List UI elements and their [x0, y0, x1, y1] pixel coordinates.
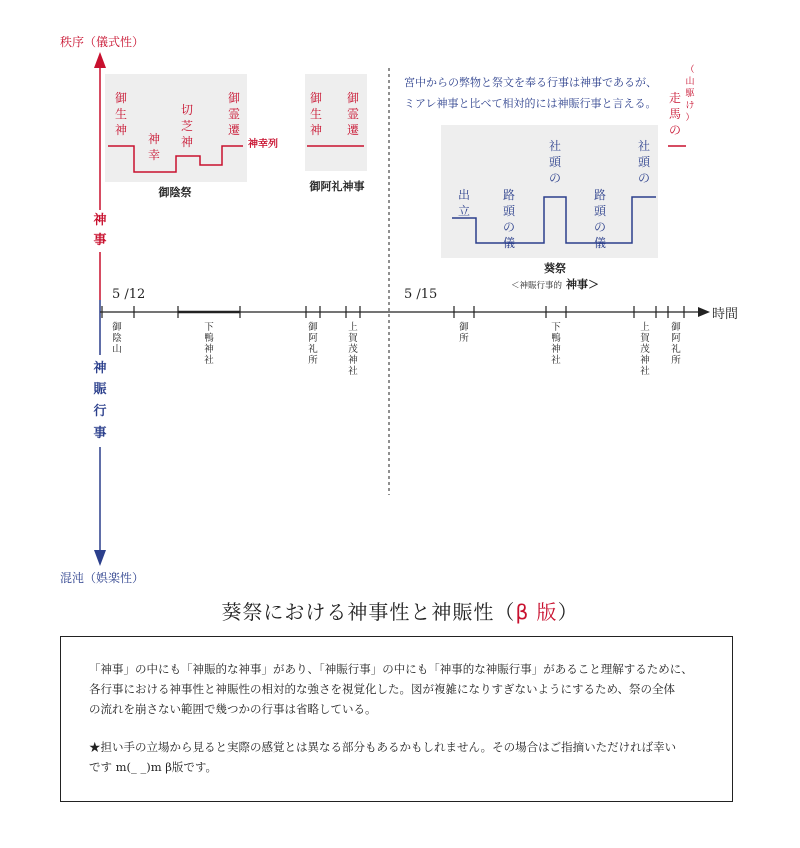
arrow-right-icon	[698, 307, 710, 317]
svg-text:鴨: 鴨	[204, 333, 214, 344]
svg-text:社: 社	[204, 355, 214, 366]
svg-text:の: の	[502, 220, 516, 234]
svg-text:下: 下	[551, 322, 561, 333]
miare-item-mitamautsushi	[347, 91, 359, 137]
svg-text:芝: 芝	[180, 119, 194, 133]
svg-text:所: 所	[671, 355, 681, 366]
svg-text:社: 社	[637, 139, 651, 153]
svg-text:茂: 茂	[640, 344, 650, 355]
lower-label-char: 神	[93, 361, 107, 376]
svg-text:儀: 儀	[593, 236, 607, 250]
svg-text:礼: 礼	[308, 344, 318, 355]
time-axis-label: 時間	[712, 307, 739, 322]
top-axis-label: 秩序（儀式性）	[60, 35, 145, 49]
lower-label-char: 事	[93, 426, 107, 441]
aoi-group-sublabel	[511, 277, 599, 291]
svg-text:神: 神	[640, 355, 650, 366]
svg-text:立: 立	[457, 204, 471, 218]
lower-axis-label	[90, 355, 110, 447]
svg-text:遷: 遷	[227, 123, 241, 137]
aoi-group-label: 葵祭	[544, 262, 566, 275]
svg-text:の: の	[548, 171, 562, 185]
svg-text:所: 所	[459, 333, 469, 344]
note-line: の流れを崩さない範囲で幾つかの行事は省略している。	[89, 702, 377, 716]
lower-label-char: 賑	[93, 382, 107, 397]
svg-text:生: 生	[309, 107, 323, 121]
svg-text:御: 御	[459, 322, 469, 333]
place-label	[204, 322, 214, 366]
miare-group-label: 御阿礼神事	[309, 180, 365, 193]
sobame-label	[669, 90, 681, 153]
place-labels	[112, 321, 681, 377]
bottom-axis-label: 混沌（娯楽性）	[60, 571, 145, 585]
place-label	[348, 321, 358, 377]
svg-text:上: 上	[348, 322, 358, 333]
title-beta: β 版	[515, 600, 558, 624]
goryo-item-shinkosai	[148, 131, 160, 178]
place-label	[551, 322, 561, 366]
svg-text:切: 切	[180, 103, 194, 117]
upper-axis-label	[90, 210, 110, 252]
svg-text:）: ）	[685, 113, 695, 123]
aoi-sublabel-main: 神事＞	[566, 278, 600, 291]
title-main: 葵祭における神事性と神賑性（	[221, 600, 516, 624]
svg-text:陰: 陰	[112, 333, 122, 344]
svg-text:の: の	[668, 123, 682, 137]
place-label	[112, 321, 122, 355]
note-line: ★担い手の立場から見ると実際の感覚とは異なる部分もあるかもしれません。その場合はご指摘いただければ幸い	[89, 740, 677, 754]
svg-text:御: 御	[114, 91, 128, 105]
svg-text:阿: 阿	[308, 333, 318, 344]
aoi-sublabel-small: ＜神賑行事的	[510, 281, 563, 291]
svg-text:神: 神	[114, 123, 128, 137]
svg-text:御: 御	[346, 91, 360, 105]
svg-text:御: 御	[308, 322, 318, 333]
svg-text:遷: 遷	[346, 123, 360, 137]
explanation-box	[60, 636, 733, 802]
note-line: 各行事における神事性と神賑性の相対的な強さを視覚化した。図が複雑になりすぎないようにするため、祭の全体	[89, 682, 676, 696]
svg-text:阿: 阿	[671, 333, 681, 344]
place-label	[671, 321, 681, 366]
svg-text:走: 走	[668, 91, 682, 105]
svg-text:社: 社	[348, 366, 358, 377]
svg-text:御: 御	[309, 91, 323, 105]
arrow-up-icon	[94, 52, 106, 68]
svg-text:霊: 霊	[227, 107, 241, 121]
svg-text:幸: 幸	[147, 148, 161, 162]
svg-text:頭: 頭	[593, 204, 607, 218]
miare-item-mioi	[310, 91, 322, 137]
svg-text:礼: 礼	[671, 344, 681, 355]
svg-text:下: 下	[204, 322, 214, 333]
svg-text:茂: 茂	[348, 344, 358, 355]
procession-label: 神幸列	[248, 139, 278, 150]
arrow-down-icon	[94, 550, 106, 566]
svg-text:神: 神	[180, 135, 194, 149]
svg-text:の: の	[593, 220, 607, 234]
svg-text:頭: 頭	[548, 155, 562, 169]
note-blue-line-2: ミアレ神事と比べて相対的には神賑行事と言える。	[404, 97, 657, 110]
lower-label-char: 行	[93, 404, 107, 419]
place-label	[459, 321, 469, 344]
svg-text:生: 生	[114, 107, 128, 121]
date-right: 5 /15	[404, 287, 438, 302]
svg-text:神: 神	[309, 123, 323, 137]
svg-text:頭: 頭	[502, 204, 516, 218]
svg-text:山: 山	[685, 77, 695, 87]
svg-text:の: の	[637, 171, 651, 185]
upper-label-char: 神	[93, 213, 107, 228]
note-line: です m(_ _)m β版です。	[89, 760, 217, 774]
note-blue-line-1: 宮中からの弊物と祭文を奉る行事は神事であるが、	[404, 76, 657, 89]
svg-text:神: 神	[348, 355, 358, 366]
svg-text:賀: 賀	[640, 333, 650, 344]
svg-text:御: 御	[227, 91, 241, 105]
svg-text:路: 路	[593, 188, 607, 202]
svg-text:所: 所	[308, 355, 318, 366]
svg-text:上: 上	[640, 322, 650, 333]
place-label	[308, 321, 318, 366]
svg-text:馬: 馬	[668, 107, 682, 121]
svg-text:社: 社	[548, 139, 562, 153]
svg-text:神: 神	[147, 132, 161, 146]
svg-text:神: 神	[204, 344, 214, 355]
svg-text:御: 御	[671, 322, 681, 333]
place-label	[640, 321, 650, 377]
page-title	[0, 596, 800, 625]
sobame-sublabel	[684, 64, 694, 123]
date-left: 5 /12	[112, 287, 146, 302]
svg-text:神: 神	[551, 344, 561, 355]
note-line: 「神事」の中にも「神賑的な神事」があり、「神賑行事」の中にも「神事的な神賑行事」があること理解するために、	[89, 662, 693, 676]
upper-label-char: 事	[93, 233, 107, 248]
goryo-group-label: 御陰祭	[158, 186, 192, 199]
title-close: ）	[557, 600, 579, 624]
svg-text:鴨: 鴨	[551, 333, 561, 344]
svg-text:路: 路	[502, 188, 516, 202]
svg-text:駆: 駆	[685, 89, 695, 99]
svg-text:賀: 賀	[348, 333, 358, 344]
svg-text:山: 山	[112, 344, 122, 355]
svg-text:儀: 儀	[502, 236, 516, 250]
svg-text:（: （	[685, 65, 695, 75]
svg-text:出: 出	[457, 188, 471, 202]
svg-text:御: 御	[112, 322, 122, 333]
svg-text:社: 社	[551, 355, 561, 366]
svg-text:け: け	[685, 101, 695, 111]
svg-text:社: 社	[640, 366, 650, 377]
svg-text:霊: 霊	[346, 107, 360, 121]
svg-text:頭: 頭	[637, 155, 651, 169]
